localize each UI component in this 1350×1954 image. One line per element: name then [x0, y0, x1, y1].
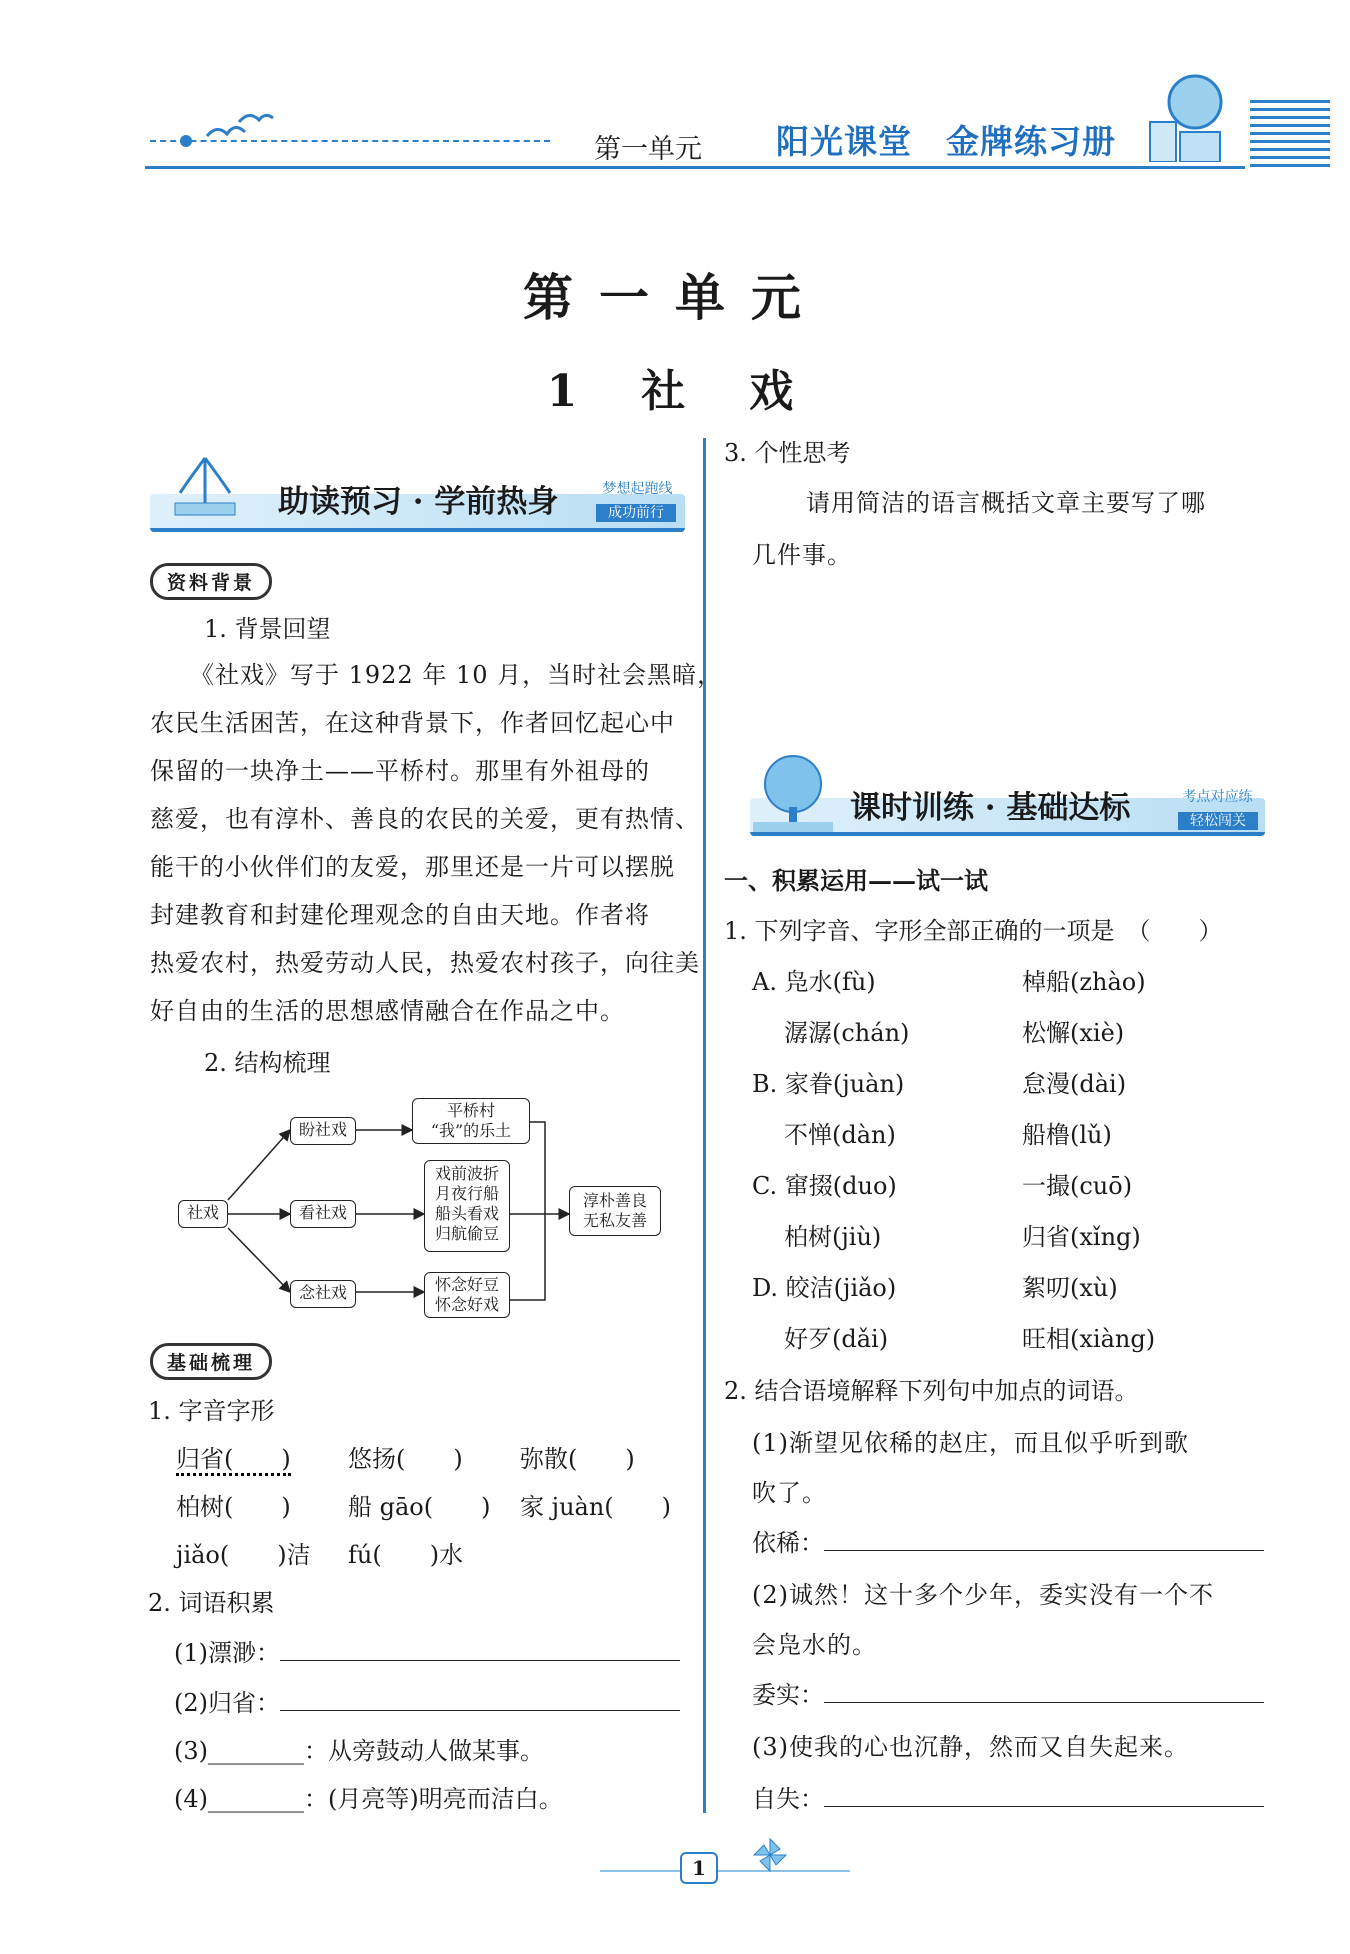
answer-yixi-blank[interactable] [824, 1528, 1264, 1551]
diagram-branch-nian: 念社戏 [290, 1280, 356, 1308]
diagram-summary-line: 无私友善 [582, 1211, 647, 1230]
q1-item: jiǎo( )洁 [176, 1541, 311, 1569]
q1-item [176, 1444, 291, 1474]
banner-practice-sub2: 轻松闯关 [1178, 812, 1258, 830]
unit-title: 第一单元 [523, 268, 827, 327]
header-stripes [1250, 100, 1330, 168]
pinwheel-icon [750, 1835, 790, 1879]
answer-yixi-label: 依稀： [752, 1529, 824, 1557]
q2-item-1 [174, 1638, 680, 1668]
section-1-heading: 一、积累运用——试一试 [724, 866, 988, 895]
bg-line: 能干的小伙伴们的友爱，那里还是一片可以摆脱 [150, 853, 675, 881]
structure-heading: 2. 结构梳理 [204, 1049, 331, 1077]
lesson-title: 1 社 戏 [546, 366, 804, 417]
diagram-leaf-2-line: 船头看戏 [434, 1204, 499, 1223]
answer-zishi-blank[interactable] [824, 1784, 1264, 1807]
answer-yixi [752, 1528, 1264, 1558]
option-b-2: 怠漫(dài) [1022, 1070, 1127, 1098]
pill-basics: 基础梳理 [150, 1343, 272, 1380]
q1-item: 船 gāo( ) [348, 1493, 491, 1521]
bg-line: 农民生活困苦，在这种背景下，作者回忆起心中 [150, 709, 675, 737]
option-a-4: 松懈(xiè) [1022, 1019, 1125, 1047]
q1-item: 家 juàn( ) [520, 1493, 672, 1521]
diagram-branch-kan: 看社戏 [290, 1200, 356, 1228]
option-a-2: 棹船(zhào) [1022, 968, 1146, 996]
option-b-1[interactable]: B. 家眷(juàn) [752, 1070, 905, 1098]
bg-line: 保留的一块净土——平桥村。那里有外祖母的 [150, 757, 650, 785]
q2-answer-blank[interactable] [280, 1638, 680, 1661]
bg-line: 慈爱，也有淳朴、善良的农民的关爱，更有热情、 [150, 805, 700, 833]
q1-item-text: 归省( ) [176, 1445, 291, 1476]
diagram-leaf-2-line: 戏前波折 [434, 1164, 499, 1183]
think-heading: 3. 个性思考 [724, 439, 851, 467]
diagram-leaf-2-line: 月夜行船 [434, 1184, 499, 1203]
diagram-leaf-1-line: “我”的乐土 [430, 1121, 512, 1140]
q2-item-2 [174, 1688, 680, 1718]
q2-item-4: (4)________：(月亮等)明亮而洁白。 [174, 1785, 563, 1813]
column-divider [703, 438, 706, 1813]
banner-preview-title: 助读预习 · 学前热身 [278, 484, 559, 520]
banner-practice-sub1: 考点对应练 [1182, 789, 1253, 805]
diagram-leaf-3 [424, 1272, 510, 1318]
page-number: 1 [680, 1852, 718, 1884]
diagram-summary-line: 淳朴善良 [582, 1191, 647, 1210]
header-brand: 阳光课堂 金牌练习册 [776, 122, 1116, 161]
option-a-1[interactable]: A. 凫水(fù) [752, 968, 876, 996]
q1-item: 弥散( ) [520, 1445, 635, 1473]
option-c-4: 归省(xǐng) [1022, 1223, 1141, 1251]
option-b-4: 船橹(lǔ) [1022, 1121, 1112, 1149]
q1-item: 悠扬( ) [348, 1445, 463, 1473]
answer-zishi [752, 1784, 1264, 1814]
think-line: 几件事。 [752, 541, 852, 569]
tree-icon [748, 752, 838, 841]
diagram-leaf-3-line: 怀念好戏 [434, 1295, 499, 1314]
option-d-2: 絮叨(xù) [1022, 1274, 1118, 1302]
option-c-2: 一撮(cuō) [1022, 1172, 1133, 1200]
q2-item-2-label: (2)归省： [174, 1689, 280, 1717]
header-unit-label: 第一单元 [594, 134, 702, 165]
diagram-summary [569, 1186, 661, 1236]
q2-item-1-label: (1)漂渺： [174, 1639, 280, 1667]
sentence-2-line: (2)诚然！这十多个少年，委实没有一个不 [752, 1581, 1214, 1609]
bg-line: 热爱农村，热爱劳动人民，热爱农村孩子，向往美 [150, 949, 700, 977]
answer-weishi-label: 委实： [752, 1681, 824, 1709]
pill-background: 资料背景 [150, 563, 272, 600]
q2-heading: 2. 词语积累 [148, 1589, 275, 1617]
option-d-3: 好歹(dǎi) [784, 1325, 889, 1353]
option-d-4: 旺相(xiàng) [1022, 1325, 1156, 1353]
q2-item-3: (3)________：从旁鼓动人做某事。 [174, 1737, 544, 1765]
diagram-leaf-2-line: 归航偷豆 [434, 1224, 499, 1243]
banner-preview-sub2: 成功前行 [596, 504, 676, 522]
sentence-3-line: (3)使我的心也沉静，然而又自失起来。 [752, 1733, 1189, 1761]
option-b-3: 不惮(dàn) [784, 1121, 896, 1149]
banner-preview-sub1: 梦想起跑线 [602, 481, 673, 497]
footer-rule [600, 1870, 850, 1872]
diagram-leaf-1 [412, 1098, 530, 1144]
answer-zishi-label: 自失： [752, 1785, 824, 1813]
diagram-leaf-2 [424, 1160, 510, 1252]
answer-weishi [752, 1680, 1264, 1710]
diagram-root: 社戏 [178, 1200, 228, 1228]
q1-item: 柏树( ) [176, 1493, 291, 1521]
diagram-leaf-1-line: 平桥村 [446, 1101, 495, 1120]
q2-right-stem: 2. 结合语境解释下列句中加点的词语。 [724, 1377, 1139, 1405]
bg-line: 封建教育和封建伦理观念的自由天地。作者将 [150, 901, 650, 929]
option-a-3: 潺潺(chán) [784, 1019, 910, 1047]
option-c-1[interactable]: C. 窜掇(duo) [752, 1172, 897, 1200]
q1-item: fú( )水 [348, 1541, 464, 1569]
option-c-3: 柏树(jiù) [784, 1223, 882, 1251]
sentence-1-line: 吹了。 [752, 1479, 827, 1507]
q1-heading: 1. 字音字形 [148, 1397, 275, 1425]
bg-line: 《社戏》写于 1922 年 10 月，当时社会黑暗， [190, 661, 723, 689]
option-d-1[interactable]: D. 皎洁(jiǎo) [752, 1274, 897, 1302]
answer-weishi-blank[interactable] [824, 1680, 1264, 1703]
sentence-2-line: 会凫水的。 [752, 1631, 877, 1659]
banner-practice-title: 课时训练 · 基础达标 [850, 790, 1131, 826]
diagram-branch-pan: 盼社戏 [290, 1117, 356, 1145]
diagram-leaf-3-line: 怀念好豆 [434, 1275, 499, 1294]
bg-line: 好自由的生活的思想感情融合在作品之中。 [150, 997, 625, 1025]
q2-answer-blank[interactable] [280, 1688, 680, 1711]
mcq-stem: 1. 下列字音、字形全部正确的一项是 （ ） [724, 917, 1223, 945]
sentence-1-line: (1)渐望见依稀的赵庄，而且似乎听到歌 [752, 1429, 1189, 1457]
think-line: 请用简洁的语言概括文章主要写了哪 [806, 489, 1206, 517]
globe-icon [1140, 62, 1240, 166]
background-heading: 1. 背景回望 [204, 615, 331, 643]
